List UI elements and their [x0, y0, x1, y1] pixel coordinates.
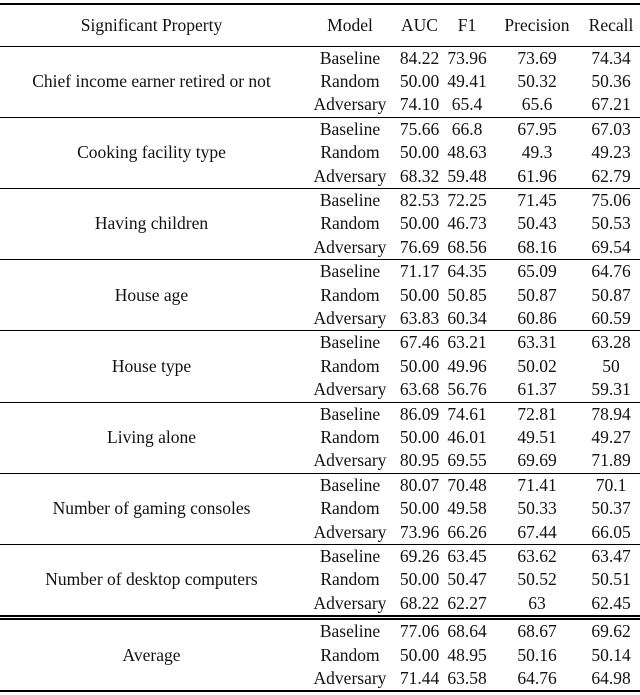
header-model: Model — [327, 14, 373, 35]
precision-cell: 71.45 — [517, 189, 557, 210]
recall-cell: 64.76 — [591, 261, 631, 282]
property-group — [0, 188, 640, 259]
f1-cell: 49.41 — [447, 70, 487, 91]
recall-cell: 74.34 — [591, 47, 631, 68]
precision-cell: 61.37 — [517, 379, 557, 400]
property-cell: House age — [114, 284, 189, 305]
f1-cell: 73.96 — [447, 47, 487, 68]
table-row — [0, 545, 640, 569]
auc-cell: 69.26 — [399, 546, 440, 567]
f1-cell: 62.27 — [447, 592, 487, 613]
f1-cell: 64.35 — [447, 261, 487, 282]
precision-cell: 65.6 — [521, 94, 553, 115]
recall-cell: 50.36 — [591, 70, 631, 91]
recall-cell: 63.47 — [591, 546, 631, 567]
f1-cell: 46.73 — [447, 213, 487, 234]
property-group — [0, 117, 640, 188]
table-row — [0, 117, 640, 141]
f1-cell: 68.64 — [447, 621, 487, 642]
precision-cell: 61.96 — [517, 165, 557, 186]
auc-cell: 84.22 — [399, 47, 440, 68]
table-row — [0, 46, 640, 70]
model-cell: Random — [320, 284, 380, 305]
precision-cell: 49.3 — [521, 142, 553, 163]
f1-cell: 59.48 — [447, 165, 487, 186]
recall-cell: 59.31 — [591, 379, 631, 400]
f1-cell: 63.21 — [447, 332, 487, 353]
header-row — [0, 4, 640, 46]
recall-cell: 70.1 — [595, 474, 627, 495]
table-row — [0, 260, 640, 284]
f1-cell: 70.48 — [447, 474, 487, 495]
precision-cell: 72.81 — [517, 403, 557, 424]
recall-cell: 50.53 — [591, 213, 631, 234]
property-group — [0, 545, 640, 618]
header-recall: Recall — [588, 14, 634, 35]
precision-cell: 60.86 — [517, 307, 557, 328]
f1-cell: 65.4 — [451, 94, 483, 115]
f1-cell: 74.61 — [447, 403, 487, 424]
auc-cell: 73.96 — [399, 521, 440, 542]
f1-cell: 50.47 — [447, 569, 487, 590]
auc-cell: 50.00 — [399, 644, 440, 665]
auc-cell: 71.44 — [399, 668, 440, 689]
precision-cell: 68.16 — [517, 236, 557, 257]
model-cell: Random — [320, 498, 380, 519]
auc-cell: 74.10 — [399, 94, 440, 115]
model-cell: Random — [320, 355, 380, 376]
property-group — [0, 402, 640, 473]
recall-cell: 69.62 — [591, 621, 631, 642]
auc-cell: 50.00 — [399, 498, 440, 519]
model-cell: Baseline — [319, 546, 381, 567]
precision-cell: 50.16 — [517, 644, 557, 665]
precision-cell: 71.41 — [517, 474, 557, 495]
model-cell: Baseline — [319, 47, 381, 68]
property-group — [0, 260, 640, 331]
recall-cell: 67.21 — [591, 94, 631, 115]
property-group — [0, 331, 640, 402]
recall-cell: 67.03 — [591, 118, 631, 139]
model-cell: Baseline — [319, 189, 381, 210]
recall-cell: 50.51 — [591, 569, 631, 590]
auc-cell: 63.83 — [399, 307, 440, 328]
auc-cell: 86.09 — [399, 403, 440, 424]
recall-cell: 60.59 — [591, 307, 631, 328]
table-header — [0, 4, 640, 46]
recall-cell: 50.14 — [591, 644, 631, 665]
precision-cell: 67.44 — [517, 521, 557, 542]
auc-cell: 63.68 — [399, 379, 440, 400]
model-cell: Adversary — [313, 307, 387, 328]
property-cell: Average — [122, 644, 181, 665]
table-row — [0, 473, 640, 497]
model-cell: Adversary — [313, 521, 387, 542]
model-cell: Random — [320, 142, 380, 163]
precision-cell: 63.31 — [517, 332, 557, 353]
model-cell: Baseline — [319, 261, 381, 282]
f1-cell: 66.26 — [447, 521, 487, 542]
precision-cell: 49.51 — [517, 427, 557, 447]
f1-cell: 63.45 — [447, 546, 487, 567]
property-cell: House type — [111, 355, 192, 376]
model-cell: Adversary — [313, 668, 387, 689]
recall-cell: 49.23 — [591, 142, 631, 163]
model-cell: Baseline — [319, 474, 381, 495]
precision-cell: 50.32 — [517, 70, 557, 91]
table-row — [0, 331, 640, 355]
recall-cell: 78.94 — [591, 403, 631, 424]
property-group — [0, 618, 640, 692]
auc-cell: 68.22 — [399, 592, 440, 613]
recall-cell: 50.37 — [591, 498, 631, 519]
precision-cell: 63 — [528, 592, 546, 613]
auc-cell: 50.00 — [399, 70, 440, 91]
table-row — [0, 402, 640, 426]
auc-cell: 80.95 — [399, 450, 440, 471]
property-cell: Number of gaming consoles — [52, 498, 251, 519]
model-cell: Baseline — [319, 332, 381, 353]
recall-cell: 71.89 — [591, 450, 631, 471]
model-cell: Baseline — [319, 118, 381, 139]
auc-cell: 50.00 — [399, 355, 440, 376]
model-cell: Adversary — [313, 165, 387, 186]
header-f1: F1 — [457, 14, 477, 35]
precision-cell: 68.67 — [517, 621, 557, 642]
model-cell: Random — [320, 213, 380, 234]
table-row — [0, 618, 640, 644]
model-cell: Adversary — [313, 236, 387, 257]
auc-cell: 77.06 — [399, 621, 440, 642]
recall-cell: 62.79 — [591, 165, 631, 186]
auc-cell: 80.07 — [399, 474, 440, 495]
auc-cell: 76.69 — [399, 236, 440, 257]
model-cell: Baseline — [319, 403, 381, 424]
property-cell: Chief income earner retired or not — [32, 70, 271, 91]
precision-cell: 67.95 — [517, 118, 557, 139]
f1-cell: 48.63 — [447, 142, 487, 163]
precision-cell: 73.69 — [517, 47, 557, 68]
auc-cell: 50.00 — [399, 569, 440, 590]
f1-cell: 72.25 — [447, 189, 487, 210]
f1-cell: 48.95 — [447, 644, 487, 665]
model-cell: Random — [320, 644, 380, 665]
f1-cell: 56.76 — [447, 379, 487, 400]
header-property: Significant Property — [80, 14, 223, 35]
f1-cell: 60.34 — [447, 307, 487, 328]
f1-cell: 68.56 — [447, 236, 487, 257]
table-row — [0, 188, 640, 212]
precision-cell: 64.76 — [517, 668, 557, 689]
precision-cell: 63.62 — [517, 546, 557, 567]
f1-cell: 66.8 — [451, 118, 483, 139]
auc-cell: 50.00 — [399, 142, 440, 163]
recall-cell: 64.98 — [591, 668, 631, 689]
header-precision: Precision — [504, 14, 570, 35]
auc-cell: 50.00 — [399, 427, 440, 447]
f1-cell: 49.96 — [447, 355, 487, 376]
model-cell: Random — [320, 427, 380, 447]
recall-cell: 49.27 — [591, 427, 631, 447]
f1-cell: 69.55 — [447, 450, 487, 471]
header-auc: AUC — [401, 14, 438, 35]
auc-cell: 68.32 — [399, 165, 440, 186]
precision-cell: 50.33 — [517, 498, 557, 519]
model-cell: Baseline — [319, 621, 381, 642]
property-group — [0, 473, 640, 544]
recall-cell: 50.87 — [591, 284, 631, 305]
auc-cell: 82.53 — [399, 189, 440, 210]
recall-cell: 66.05 — [591, 521, 631, 542]
recall-cell: 75.06 — [591, 189, 631, 210]
model-cell: Random — [320, 569, 380, 590]
precision-cell: 69.69 — [517, 450, 557, 471]
precision-cell: 50.02 — [517, 355, 557, 376]
precision-cell: 65.09 — [517, 261, 557, 282]
property-cell: Having children — [94, 213, 209, 234]
property-group — [0, 46, 640, 117]
precision-cell: 50.87 — [517, 284, 557, 305]
auc-cell: 50.00 — [399, 284, 440, 305]
results-table — [0, 3, 640, 692]
model-cell: Random — [320, 70, 380, 91]
auc-cell: 75.66 — [399, 118, 440, 139]
property-cell: Living alone — [107, 427, 196, 447]
model-cell: Adversary — [313, 379, 387, 400]
precision-cell: 50.43 — [517, 213, 557, 234]
recall-cell: 50 — [602, 355, 620, 376]
recall-cell: 69.54 — [591, 236, 631, 257]
recall-cell: 63.28 — [591, 332, 631, 353]
auc-cell: 67.46 — [399, 332, 440, 353]
f1-cell: 46.01 — [447, 427, 487, 447]
f1-cell: 50.85 — [447, 284, 487, 305]
model-cell: Adversary — [313, 592, 387, 613]
f1-cell: 63.58 — [447, 668, 487, 689]
property-cell: Number of desktop computers — [45, 569, 258, 590]
auc-cell: 71.17 — [399, 261, 440, 282]
property-cell: Cooking facility type — [77, 142, 226, 163]
auc-cell: 50.00 — [399, 213, 440, 234]
precision-cell: 50.52 — [517, 569, 557, 590]
recall-cell: 62.45 — [591, 592, 631, 613]
model-cell: Adversary — [313, 450, 387, 471]
f1-cell: 49.58 — [447, 498, 487, 519]
model-cell: Adversary — [313, 94, 387, 115]
